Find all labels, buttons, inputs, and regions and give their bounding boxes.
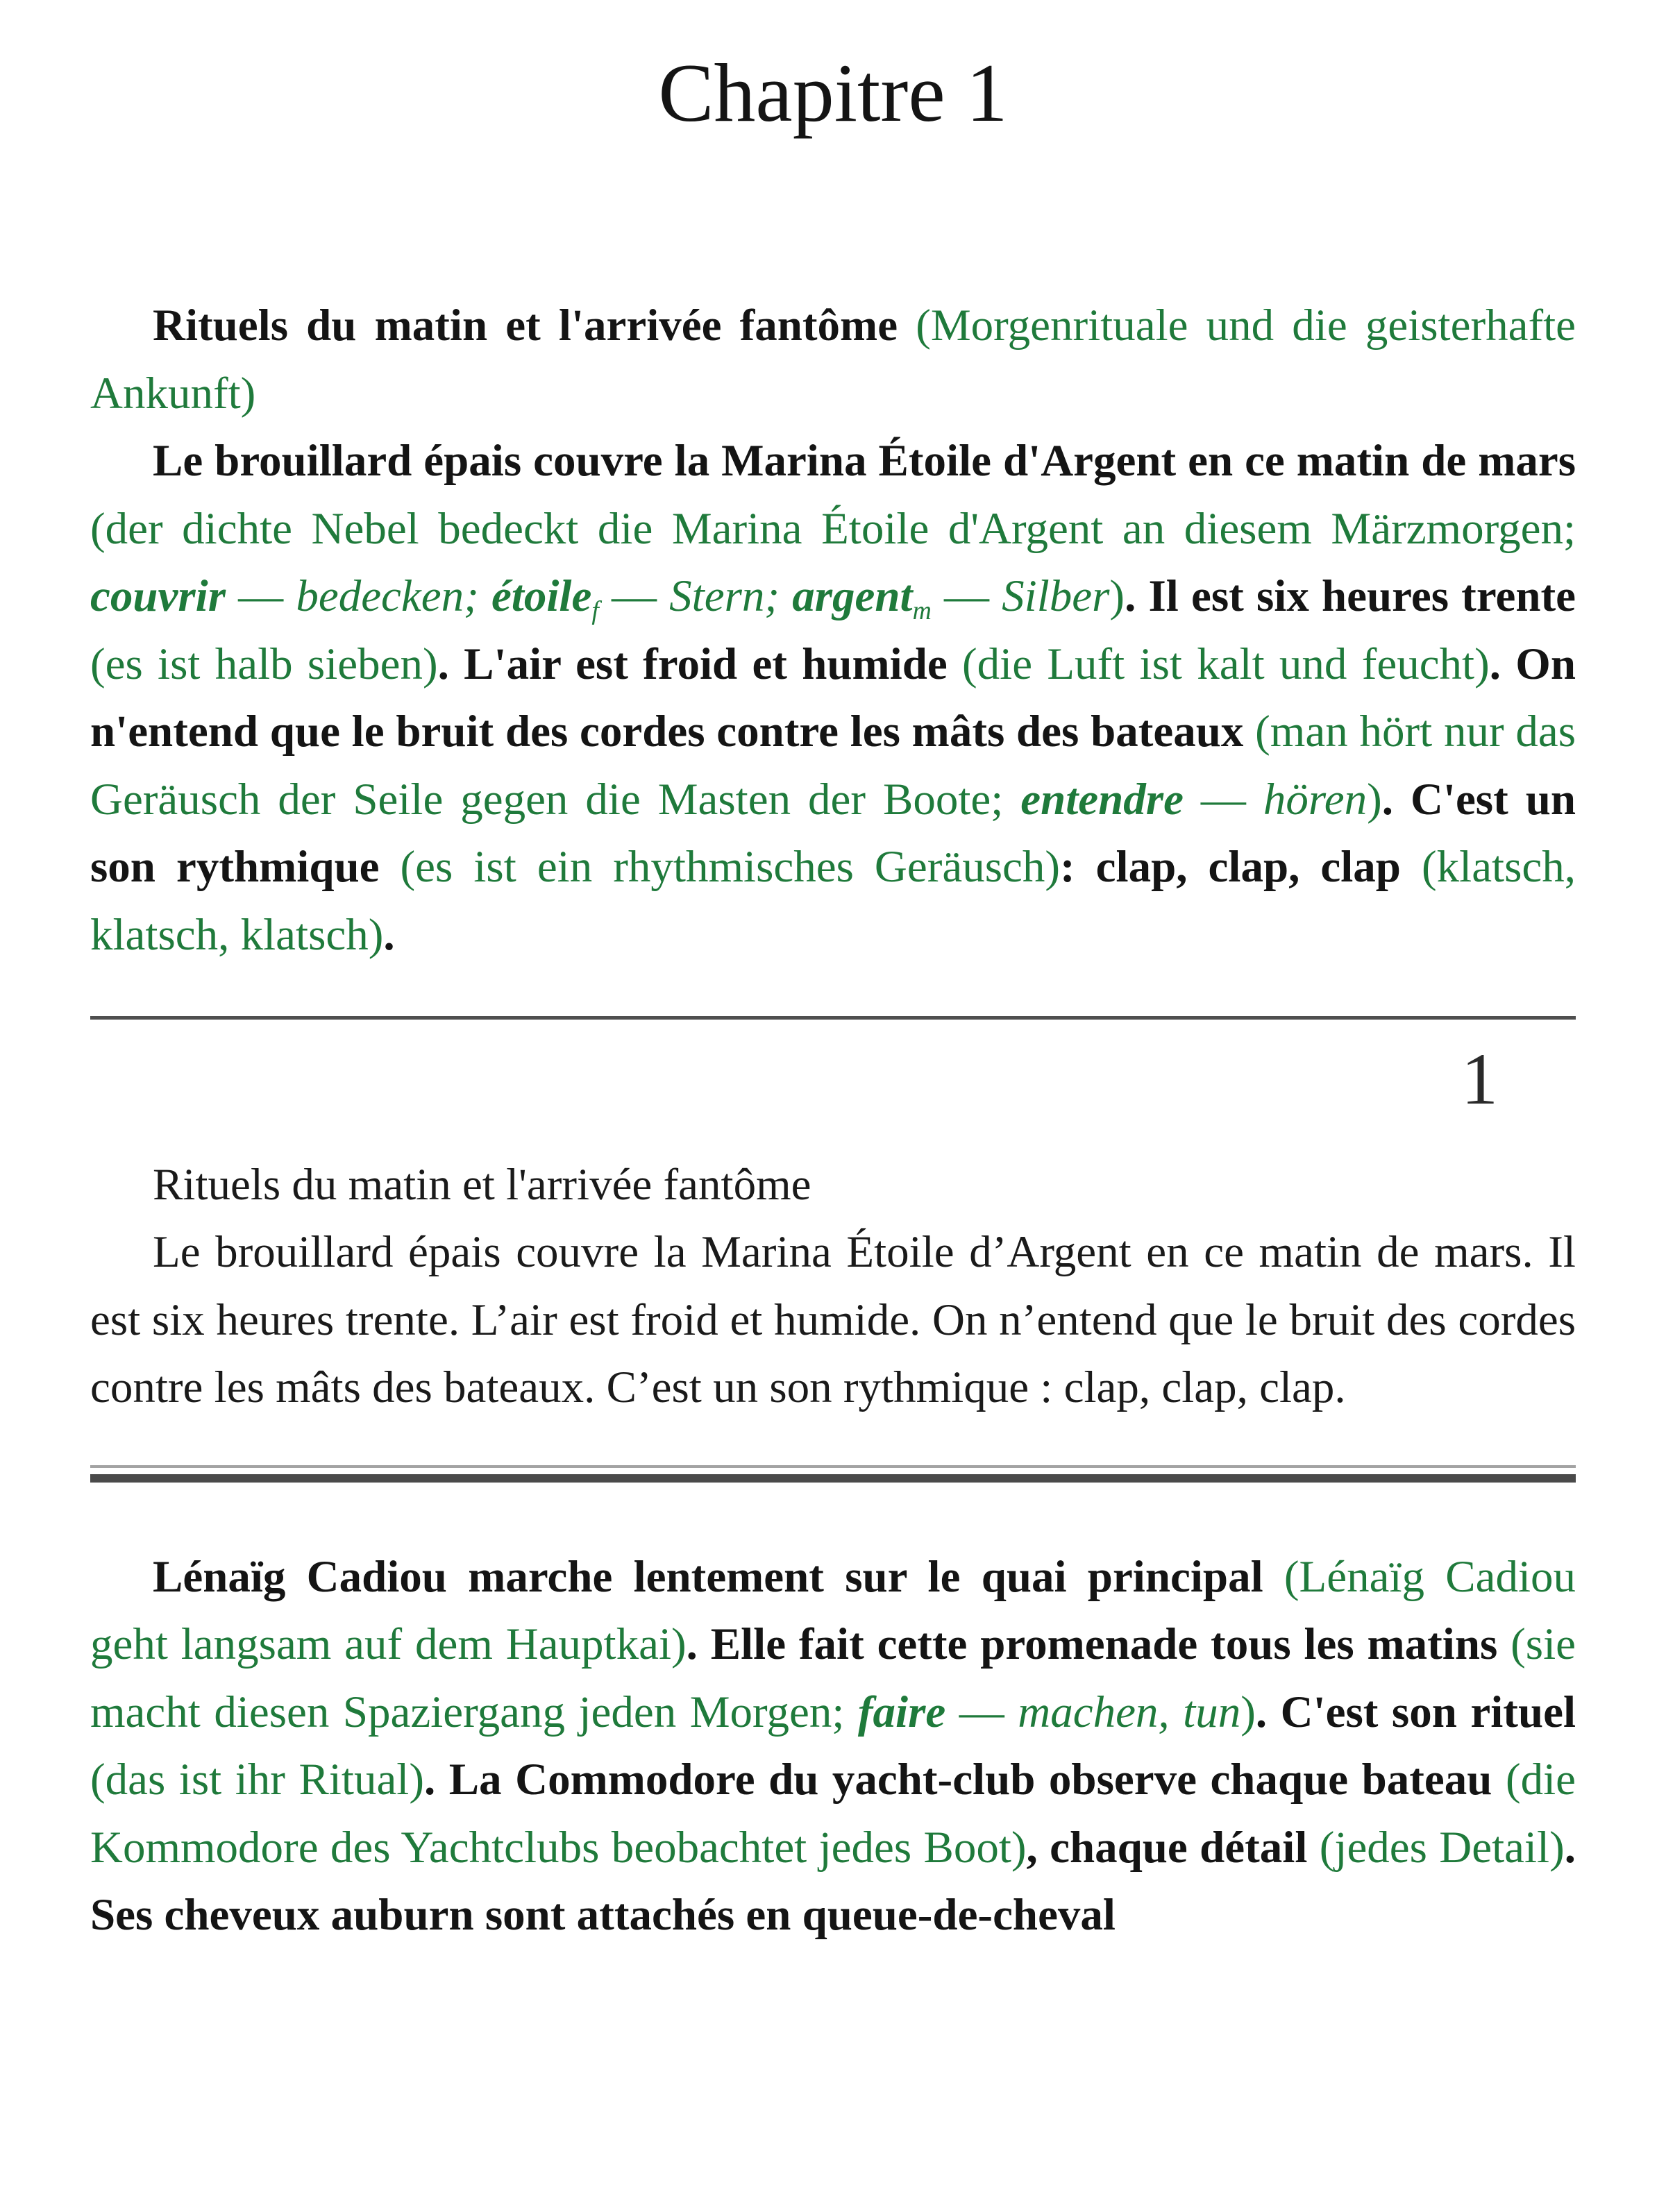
- text-run: machen, tun: [1018, 1687, 1241, 1737]
- text-run: (der dichte Nebel bedeckt die Marina Étoile d'Argent an diesem Märzmorgen;: [90, 503, 1576, 554]
- text-run: —: [598, 571, 670, 621]
- text-run: —: [1183, 774, 1263, 825]
- text-run: (Morgenrituale und die geisterhafte Ankunft): [90, 301, 1576, 419]
- text-run: (Lénaïg Cadiou geht langsam auf dem Hauptkai): [90, 1551, 1576, 1670]
- text-run: f: [591, 596, 599, 626]
- interlinear-section-top: [90, 292, 1576, 969]
- text-run: (klatsch, klatsch, klatsch): [90, 842, 1576, 960]
- text-run: (die Kommodore des Yachtclubs beobachtet jedes Boot): [90, 1755, 1576, 1873]
- text-run: Le brouillard épais couvre la Marina Étoile d’Argent en ce matin de mars. Il est six heures trente. L’air est froid et humide. On n’entend que le bruit des cordes contre les mâts des bateaux. C’est un son rythmique : clap, clap, clap.: [90, 1227, 1576, 1413]
- paragraph-body-plain: [90, 1219, 1576, 1422]
- text-run: .: [383, 909, 395, 960]
- section-divider-single: [90, 1016, 1576, 1020]
- text-run: ): [1367, 774, 1382, 825]
- text-run: . Ses cheveux auburn sont attachés en queue-de-cheval: [90, 1822, 1576, 1941]
- text-run: hören: [1263, 774, 1368, 825]
- chapter-number: 1: [1461, 1038, 1498, 1120]
- paragraph-body-interlinear: [90, 1544, 1576, 1950]
- interlinear-section-bottom: [90, 1544, 1576, 1950]
- text-run: —: [931, 571, 1002, 621]
- text-run: . C'est un son rythmique: [90, 774, 1576, 892]
- text-run: (es ist ein rhythmisches Geräusch): [400, 842, 1060, 892]
- text-run: , chaque détail: [1026, 1822, 1320, 1873]
- text-run: (man hört nur das Geräusch der Seile gegen die Masten der Boote;: [90, 707, 1576, 825]
- text-run: . On n'entend que le bruit des cordes contre les mâts des bateaux: [90, 639, 1576, 757]
- text-run: bedecken;: [296, 571, 491, 621]
- paragraph-body-interlinear: [90, 428, 1576, 969]
- text-run: Stern;: [669, 571, 793, 621]
- section-divider-double: [90, 1465, 1576, 1483]
- text-run: couvrir: [90, 571, 226, 621]
- text-run: (die Luft ist kalt und feucht): [962, 639, 1490, 689]
- text-run: entendre: [1020, 774, 1184, 825]
- text-run: . C'est son rituel: [1255, 1687, 1576, 1737]
- text-run: . Elle fait cette promenade tous les matins: [686, 1619, 1511, 1670]
- text-run: Rituels du matin et l'arrivée fantôme: [153, 1159, 811, 1210]
- text-run: Le brouillard épais couvre la Marina Étoile d'Argent en ce matin de mars: [153, 436, 1576, 486]
- text-run: : clap, clap, clap: [1060, 842, 1422, 892]
- text-run: ): [1109, 571, 1125, 621]
- text-run: étoile: [491, 571, 592, 621]
- text-run: (es ist halb sieben): [90, 639, 438, 689]
- text-run: Lénaïg Cadiou marche lentement sur le quai principal: [153, 1551, 1284, 1602]
- text-run: faire: [857, 1687, 946, 1737]
- chapter-title: Chapitre 1: [658, 47, 1008, 139]
- text-run: (jedes Detail): [1319, 1822, 1565, 1873]
- plain-text-section: [90, 1151, 1576, 1422]
- text-run: Silber: [1002, 571, 1110, 621]
- text-run: ): [1240, 1687, 1256, 1737]
- text-run: . La Commodore du yacht-club observe chaque bateau: [424, 1755, 1506, 1805]
- text-run: . L'air est froid et humide: [437, 639, 962, 689]
- paragraph-heading-interlinear: [90, 292, 1576, 428]
- text-run: (das ist ihr Ritual): [90, 1755, 425, 1805]
- text-run: (sie macht diesen Spaziergang jeden Morgen;: [90, 1619, 1576, 1737]
- paragraph-heading-plain: [90, 1151, 1576, 1219]
- text-run: . Il est six heures trente: [1125, 571, 1576, 621]
- text-run: Rituels du matin et l'arrivée fantôme: [153, 301, 916, 351]
- text-run: argent: [792, 571, 913, 621]
- text-run: m: [912, 596, 932, 626]
- text-run: —: [226, 571, 296, 621]
- text-run: —: [945, 1687, 1018, 1737]
